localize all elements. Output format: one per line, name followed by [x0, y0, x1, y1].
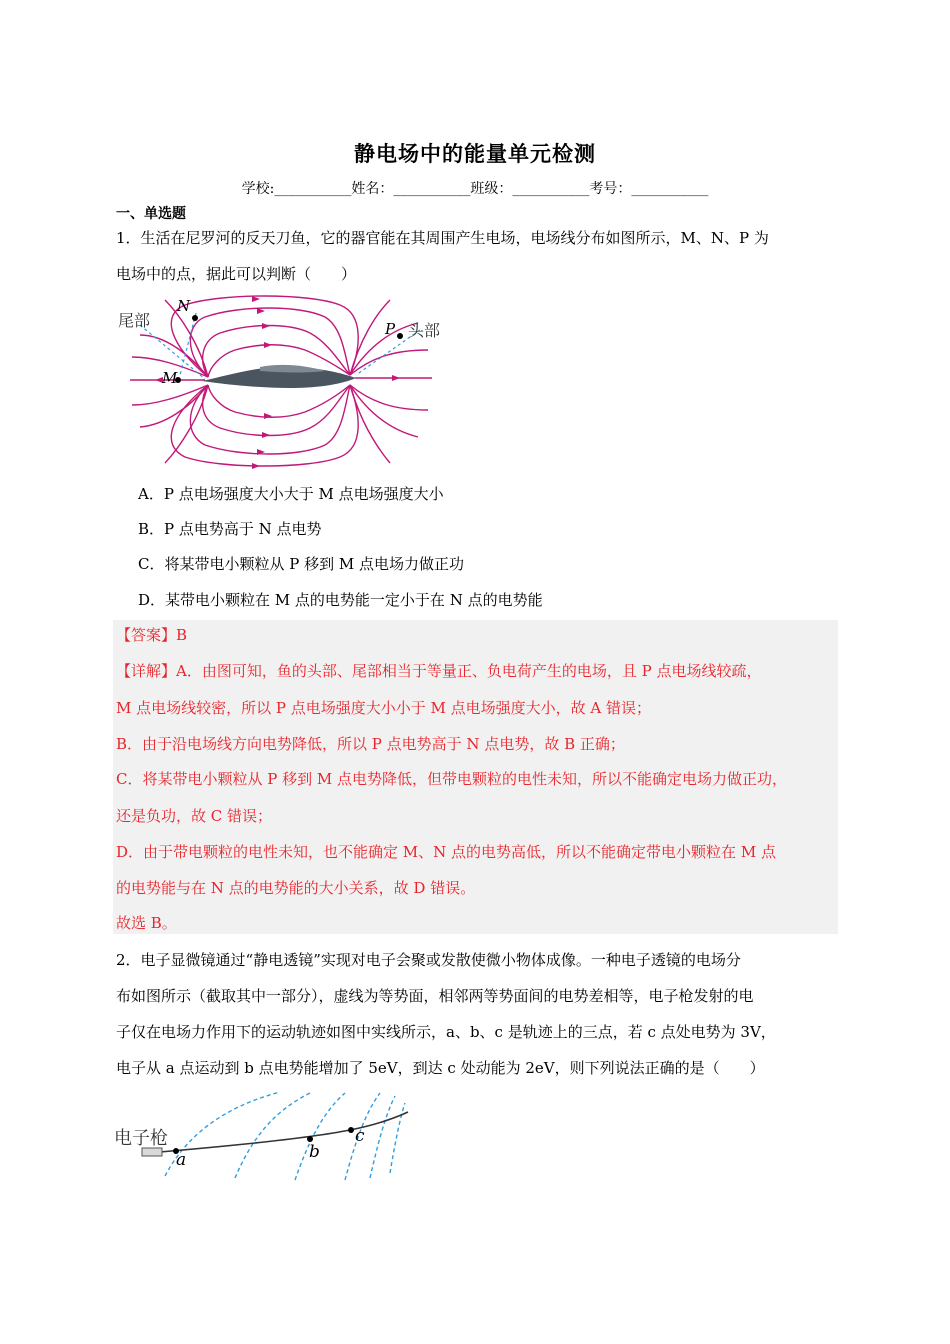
q1-stem	[116, 220, 841, 292]
q1-explain-2: M 点电场线较密，所以 P 点电场强度大小小于 M 点电场强度大小，故 A 错误；	[116, 699, 652, 717]
q2-stem-line4: 电子从 a 点运动到 b 点电势能增加了 5eV，到达 c 处动能为 2eV，则下列说法正确的是（ ）	[116, 1059, 765, 1077]
fig1-label-M: M	[162, 369, 178, 387]
q1-answer: 【答案】B	[116, 626, 188, 644]
fig1-label-P: P	[385, 320, 396, 338]
q1-explain-7: 的电势能与在 N 点的电势能的大小关系，故 D 错误。	[116, 879, 476, 897]
section-title: 一、单选题	[116, 206, 186, 222]
q1-explain-8: 故选 B。	[116, 914, 177, 932]
fig1-label-N: N	[177, 297, 191, 315]
q1-option-d: D．某带电小颗粒在 M 点的电势能一定小于在 N 点的电势能	[138, 591, 543, 609]
document-title: 静电场中的能量单元检测	[354, 142, 596, 166]
fig2-label-c: c	[355, 1126, 365, 1146]
q1-explain-6: D．由于带电颗粒的电性未知，也不能确定 M、N 点的电势高低，所以不能确定带电小颗粒在 M 点	[116, 843, 776, 861]
q2-stem	[116, 942, 841, 1086]
fig2-label-b: b	[309, 1142, 320, 1162]
q1-explain-4: C．将某带电小颗粒从 P 移到 M 点电势降低，但带电颗粒的电性未知，所以不能确定电场力做正功，	[116, 770, 788, 788]
fig1-label-head: 头部	[408, 321, 441, 340]
fig1-label-tail: 尾部	[118, 311, 151, 330]
student-info-line: 学校:___________姓名：___________班级：___________考号：___________	[241, 181, 709, 197]
q2-stem-line2: 布如图所示（截取其中一部分），虚线为等势面，相邻两等势面间的电势差相等，电子枪发射的电	[116, 987, 754, 1005]
fig2-label-gun: 电子枪	[114, 1128, 168, 1149]
q1-option-a: A．P 点电场强度大小大于 M 点电场强度大小	[138, 485, 444, 503]
q1-stem-line1: 1．生活在尼罗河的反天刀鱼，它的器官能在其周围产生电场，电场线分布如图所示，M、N、P 为	[116, 229, 769, 247]
q1-explain-1: 【详解】A．由图可知，鱼的头部、尾部相当于等量正、负电荷产生的电场，且 P 点电场线较疏，	[116, 662, 762, 680]
q2-stem-line3: 子仅在电场力作用下的运动轨迹如图中实线所示，a、b、c 是轨迹上的三点，若 c 点处电势为 3V，	[116, 1023, 776, 1041]
q1-option-c: C．将某带电小颗粒从 P 移到 M 点电场力做正功	[138, 555, 465, 573]
q1-explain-3: B．由于沿电场线方向电势降低，所以 P 点电势高于 N 点电势，故 B 正确；	[116, 735, 625, 753]
q1-option-b: B．P 点电势高于 N 点电势	[138, 520, 322, 538]
fig2-label-a: a	[176, 1150, 187, 1170]
q2-stem-line1: 2．电子显微镜通过“静电透镜”实现对电子会聚或发散使微小物体成像。一种电子透镜的电场分	[116, 951, 741, 969]
q1-stem-line2: 电场中的点，据此可以判断（ ）	[116, 265, 357, 283]
q1-explain-5: 还是负功，故 C 错误；	[116, 807, 273, 825]
